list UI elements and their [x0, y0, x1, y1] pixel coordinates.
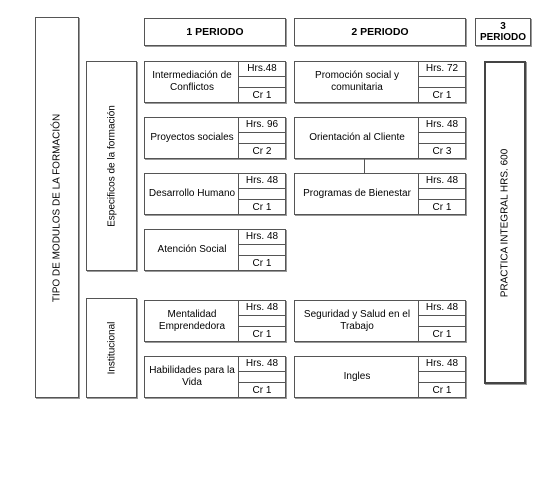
period-3-label: 3 PERIODO: [479, 21, 527, 43]
period-1-label: 1 PERIODO: [186, 26, 244, 38]
course-intermediacion: [144, 61, 286, 103]
course-name: Mentalidad Emprendedora: [158, 309, 226, 332]
module-type-box: [35, 17, 79, 398]
practice-box: [484, 61, 526, 384]
course-name: Proyectos sociales: [150, 132, 234, 143]
course-credits: Cr 1: [432, 202, 452, 213]
course-hours: Hrs. 48: [239, 174, 285, 189]
specific-training-label: Especificos de la formación: [106, 105, 117, 227]
course-hours: Hrs. 48: [239, 301, 285, 316]
course-habilidades-vida: [144, 356, 286, 398]
course-desarrollo-humano: [144, 173, 286, 215]
course-name: Desarrollo Humano: [148, 188, 236, 199]
course-credits: Cr 1: [252, 329, 272, 340]
course-name: Ingles: [343, 371, 371, 382]
course-credits: Cr 1: [432, 329, 452, 340]
course-name: Promoción social y comunitaria: [315, 70, 399, 93]
course-credits: Cr 2: [252, 146, 272, 157]
specific-training-box: [86, 61, 137, 271]
course-name: Programas de Bienestar: [303, 188, 411, 199]
course-credits: Cr 1: [252, 202, 272, 213]
institutional-label: Institucional: [106, 321, 117, 375]
course-hours: Hrs. 48: [239, 357, 285, 372]
period-3-header: [475, 18, 531, 46]
course-orientacion-cliente: [294, 117, 466, 159]
course-mentalidad-emprendedora: [144, 300, 286, 342]
period-1-header: [144, 18, 286, 46]
course-credits: Cr 1: [252, 385, 272, 396]
course-name: Habilidades para la Vida: [149, 365, 235, 388]
course-seguridad-salud: [294, 300, 466, 342]
course-credits: Cr 1: [432, 90, 452, 101]
course-hours: Hrs. 72: [419, 62, 465, 77]
course-hours: Hrs. 48: [419, 301, 465, 316]
course-hours: Hrs. 48: [239, 230, 285, 245]
course-proyectos-sociales: [144, 117, 286, 159]
practice-label: PRACTICA INTEGRAL HRS. 600: [499, 148, 511, 297]
course-name: Atención Social: [157, 244, 227, 255]
course-atencion-social: [144, 229, 286, 271]
course-hours: Hrs. 48: [419, 357, 465, 372]
course-name: Intermediación de Conflictos: [152, 70, 232, 93]
course-hours: Hrs. 96: [239, 118, 285, 133]
course-hours: Hrs.48: [239, 62, 285, 77]
course-credits: Cr 3: [432, 146, 452, 157]
course-hours: Hrs. 48: [419, 174, 465, 189]
course-ingles: [294, 356, 466, 398]
course-name: Seguridad y Salud en el Trabajo: [303, 309, 411, 332]
course-credits: Cr 1: [432, 385, 452, 396]
course-credits: Cr 1: [252, 90, 272, 101]
period-2-header: [294, 18, 466, 46]
course-programas-bienestar: [294, 173, 466, 215]
period-2-label: 2 PERIODO: [351, 26, 409, 38]
course-credits: Cr 1: [252, 258, 272, 269]
institutional-box: [86, 298, 137, 398]
course-name: Orientación al Cliente: [309, 132, 405, 143]
course-hours: Hrs. 48: [419, 118, 465, 133]
connector-line: [364, 159, 365, 173]
course-promocion-social: [294, 61, 466, 103]
module-type-label: TIPO DE MODULOS DE LA FORMACIÓN: [51, 113, 63, 302]
